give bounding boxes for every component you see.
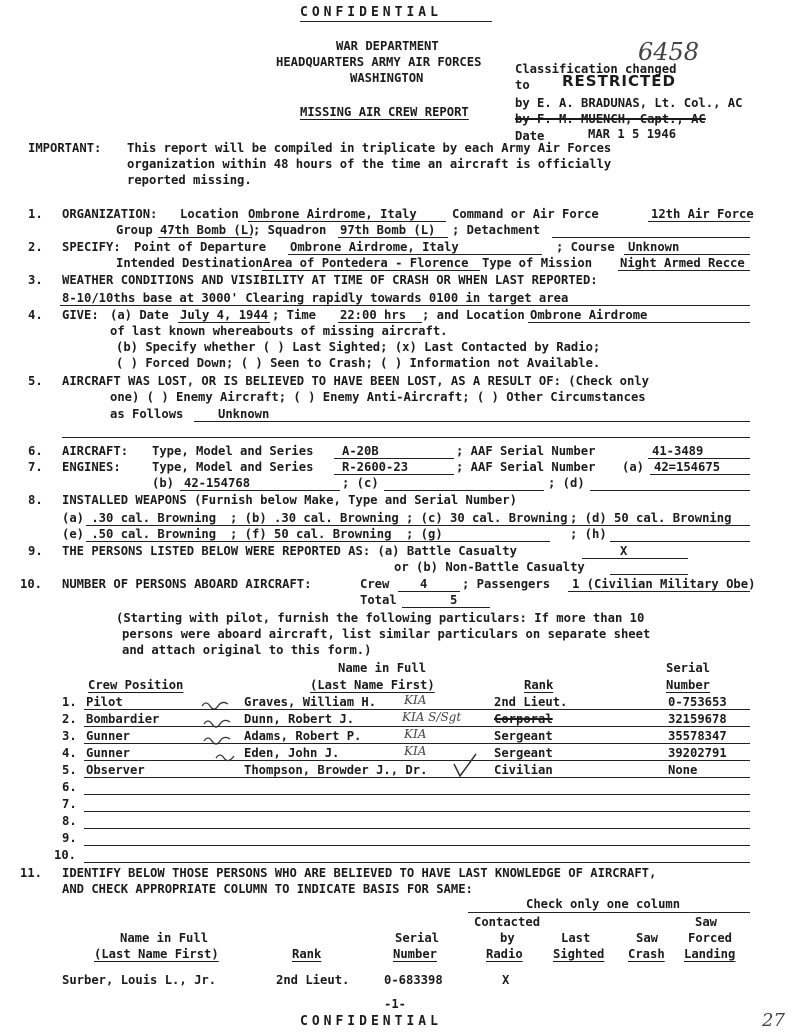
engines-b-value: 42-154768 — [184, 476, 251, 490]
mission-value: Night Armed Recce — [620, 256, 745, 270]
crew-name-header-2: (Last Name First) — [310, 678, 435, 692]
crew-row-number: 4. — [62, 746, 77, 760]
give-line-2: of last known whereabouts of missing aircraft. — [110, 324, 448, 338]
identify-line-1: IDENTIFY BELOW THOSE PERSONS WHO ARE BELIEVED TO HAVE LAST KNOWLEDGE OF AIRCRAFT, — [62, 866, 657, 880]
lost-follows-line — [194, 421, 750, 422]
org-squadron-value: 97th Bomb (L) — [340, 223, 436, 237]
crew-row-number: 9. — [62, 831, 77, 845]
passengers-value: 1 (Civilian Military Obe) — [572, 577, 756, 591]
identify-name-header-1: Name in Full — [120, 931, 209, 945]
weather-value: 8-10/10ths base at 3000' Clearing rapidly towards 0100 in target area — [62, 291, 569, 305]
identify-rank-header: Rank — [292, 947, 322, 961]
reclass-date-stamp: MAR 1 5 1946 — [588, 127, 677, 141]
give-location-line — [528, 322, 750, 323]
dept-line-3: WASHINGTON — [350, 71, 424, 85]
crew-row-number: 7. — [62, 797, 77, 811]
saw-header-2: Crash — [628, 947, 665, 961]
restricted-stamp: RESTRICTED — [562, 72, 676, 90]
crew-value: 4 — [420, 577, 428, 591]
crew-position: Bombardier — [86, 712, 160, 726]
weapons-line-1 — [86, 525, 750, 526]
reclass-line-1: Classification changed — [515, 62, 677, 76]
identify-radio-mark: X — [502, 973, 510, 987]
weapon-c: ; (c) 30 cal. Browning — [406, 511, 568, 525]
org-command-value: 12th Air Force — [651, 207, 754, 221]
aircraft-type-line — [334, 458, 454, 459]
aircraft-serial-line — [648, 458, 750, 459]
crew-line — [398, 591, 460, 592]
engines-c-line — [384, 490, 544, 491]
last-header-1: Last — [561, 931, 591, 945]
battle-casualty-line — [582, 558, 688, 559]
crew-position-header: Crew Position — [88, 678, 184, 692]
specify-label: SPECIFY: — [62, 240, 121, 254]
item-number-2: 2. — [28, 240, 43, 254]
destination-label: Intended Destination — [116, 256, 263, 270]
identify-serial-header-2: Number — [393, 947, 438, 961]
persons-line-2: or (b) Non-Battle Casualty — [394, 560, 585, 574]
reclass-to: to — [515, 78, 530, 92]
give-date-line — [178, 322, 270, 323]
crew-name: Graves, William H. — [244, 695, 377, 709]
crew-row-line — [84, 862, 750, 863]
aircraft-type-label: Type, Model and Series — [152, 444, 314, 458]
crew-row-number: 5. — [62, 763, 77, 777]
crew-position: Gunner — [86, 746, 131, 760]
page-number: -1- — [384, 997, 407, 1011]
item-number-8: 8. — [28, 493, 43, 507]
crew-row-line — [84, 760, 750, 761]
crew-row-number: 10. — [54, 848, 77, 862]
dept-line-1: WAR DEPARTMENT — [336, 39, 439, 53]
forced-header-1: Saw — [695, 915, 718, 929]
mission-line — [618, 270, 750, 271]
crew-rank: Civilian — [494, 763, 553, 777]
crew-row-line — [84, 794, 750, 795]
org-location-label: Location — [180, 207, 239, 221]
crew-row-line — [84, 828, 750, 829]
crew-name-header-1: Name in Full — [338, 661, 427, 675]
reclass-date-label: Date — [515, 129, 545, 143]
engines-a-value: 42=154675 — [654, 460, 721, 474]
weapon-e: (e) .50 cal. Browning — [62, 527, 217, 541]
org-location-line — [248, 221, 446, 222]
passengers-line — [568, 591, 750, 592]
aircraft-label: AIRCRAFT: — [62, 444, 129, 458]
forced-header-2: Forced — [688, 931, 733, 945]
weapons-line-2 — [86, 541, 550, 542]
item-number-6: 6. — [28, 444, 43, 458]
give-line-4: ( ) Forced Down; ( ) Seen to Crash; ( ) Information not Available. — [116, 356, 601, 370]
course-value: Unknown — [628, 240, 680, 254]
important-line-2: organization within 48 hours of the time an aircraft is officially — [127, 157, 612, 171]
give-location-value: Ombrone Airdrome — [530, 308, 648, 322]
lost-line-1: AIRCRAFT WAS LOST, OR IS BELIEVED TO HAVE BEEN LOST, AS A RESULT OF: (Check only — [62, 374, 649, 388]
important-label: IMPORTANT: — [28, 141, 102, 155]
crew-row-line — [84, 845, 750, 846]
crew-label: Crew — [360, 577, 390, 591]
total-value: 5 — [450, 593, 458, 607]
org-command-label: Command or Air Force — [452, 207, 599, 221]
aircraft-serial-value: 41-3489 — [652, 444, 704, 458]
crew-row-number: 6. — [62, 780, 77, 794]
engines-d-line — [590, 490, 750, 491]
aboard-instr-2: persons were aboard aircraft, list similar particulars on separate sheet — [122, 627, 651, 641]
engines-serial-label: ; AAF Serial Number — [456, 460, 596, 474]
handwritten-note: KIA — [404, 693, 427, 707]
give-time-value: 22:00 hrs — [340, 308, 407, 322]
reclass-line-3: by E. A. BRADUNAS, Lt. Col., AC — [515, 96, 743, 110]
identify-line-2: AND CHECK APPROPRIATE COLUMN TO INDICATE BASIS FOR SAME: — [62, 882, 473, 896]
crew-rank: Sergeant — [494, 729, 553, 743]
engines-b-label: (b) — [152, 476, 175, 490]
document-number: 6458 — [638, 38, 700, 66]
crew-serial: 0-753653 — [668, 695, 727, 709]
crew-row-number: 3. — [62, 729, 77, 743]
important-line-3: reported missing. — [127, 173, 252, 187]
identify-rank: 2nd Lieut. — [276, 973, 350, 987]
weapons-line-3 — [610, 541, 750, 542]
item-number-1: 1. — [28, 207, 43, 221]
crew-rank: 2nd Lieut. — [494, 695, 568, 709]
lost-follows-value: Unknown — [218, 407, 270, 421]
weapon-h: ; (h) — [570, 527, 607, 541]
org-detachment-label: ; Detachment — [452, 223, 541, 237]
engines-type-value: R-2600-23 — [342, 460, 409, 474]
item-number-11: 11. — [20, 866, 43, 880]
identify-name: Surber, Louis L., Jr. — [62, 973, 217, 987]
lost-extra-line — [62, 437, 750, 438]
mission-label: Type of Mission — [482, 256, 593, 270]
weather-line — [60, 305, 750, 306]
identify-serial-header-1: Serial — [395, 931, 440, 945]
course-label: ; Course — [556, 240, 615, 254]
org-location-value: Ombrone Airdrome, Italy — [248, 207, 417, 221]
crew-row-line — [84, 811, 750, 812]
crew-name: Dunn, Robert J. — [244, 712, 355, 726]
weapon-b: ; (b) .30 cal. Browning — [230, 511, 399, 525]
departure-value: Ombrone Airdrome, Italy — [290, 240, 459, 254]
crew-name: Eden, John J. — [244, 746, 340, 760]
crew-position: Gunner — [86, 729, 131, 743]
aboard-label: NUMBER OF PERSONS ABOARD AIRCRAFT: — [62, 577, 312, 591]
org-squadron-line — [338, 237, 448, 238]
weapons-label: INSTALLED WEAPONS (Furnish below Make, Type and Serial Number) — [62, 493, 517, 507]
crew-row-number: 1. — [62, 695, 77, 709]
departure-line — [288, 254, 542, 255]
crew-serial: 32159678 — [668, 712, 727, 726]
org-label: ORGANIZATION: — [62, 207, 158, 221]
top-classification: CONFIDENTIAL — [300, 5, 442, 20]
crew-position: Observer — [86, 763, 145, 777]
crew-rank: Sergeant — [494, 746, 553, 760]
top-classification-underline — [300, 21, 492, 22]
lost-follows-label: as Follows — [110, 407, 184, 421]
course-line — [624, 254, 750, 255]
departure-label: Point of Departure — [134, 240, 267, 254]
item-number-5: 5. — [28, 374, 43, 388]
report-title: MISSING AIR CREW REPORT — [300, 105, 469, 119]
item-number-10: 10. — [20, 577, 43, 591]
give-time-label: ; Time — [272, 308, 317, 322]
dept-line-2: HEADQUARTERS ARMY AIR FORCES — [276, 55, 482, 69]
checkmark-icon — [450, 752, 480, 780]
engines-b-line — [180, 490, 340, 491]
org-detachment-line — [552, 237, 750, 238]
engines-c-label: ; (c) — [342, 476, 379, 490]
reclass-line-4: by F. M. MUENCH, Capt., AC — [515, 112, 706, 126]
item-number-9: 9. — [28, 544, 43, 558]
passengers-label: ; Passengers — [462, 577, 551, 591]
last-header-2: Sighted — [553, 947, 605, 961]
item-number-4: 4. — [28, 308, 43, 322]
crew-row-number: 8. — [62, 814, 77, 828]
weapon-d: ; (d) 50 cal. Browning — [570, 511, 732, 525]
crew-serial: 39202791 — [668, 746, 727, 760]
weapon-g: ; (g) — [406, 527, 443, 541]
crew-serial-header-2: Number — [666, 678, 711, 692]
give-location-label: ; and Location — [422, 308, 525, 322]
engines-type-line — [334, 474, 454, 475]
crew-row-line — [84, 777, 750, 778]
give-date-value: July 4, 1944 — [180, 308, 269, 322]
handwritten-note: KIA S/Sgt — [402, 710, 462, 724]
org-command-line — [648, 221, 750, 222]
crew-rank-header: Rank — [524, 678, 554, 692]
weather-label: WEATHER CONDITIONS AND VISIBILITY AT TIME OF CRASH OR WHEN LAST REPORTED: — [62, 273, 598, 287]
engines-a-label: (a) — [622, 460, 645, 474]
checkmark-icon — [196, 694, 246, 774]
engines-d-label: ; (d) — [548, 476, 585, 490]
contacted-header-1: Contacted — [474, 915, 541, 929]
crew-rank: Corporal — [494, 712, 553, 726]
check-column-line — [468, 912, 750, 913]
crew-position: Pilot — [86, 695, 123, 709]
saw-header-1: Saw — [636, 931, 659, 945]
identify-serial: 0-683398 — [384, 973, 443, 987]
important-line-1: This report will be compiled in triplicate by each Army Air Forces — [127, 141, 612, 155]
crew-serial: 35578347 — [668, 729, 727, 743]
destination-line — [262, 270, 480, 271]
give-line-3: (b) Specify whether ( ) Last Sighted; (x) Last Contacted by Radio; — [116, 340, 601, 354]
aboard-instr-3: and attach original to this form.) — [122, 643, 372, 657]
give-date-label: (a) Date — [110, 308, 169, 322]
contacted-header-3: Radio — [486, 947, 523, 961]
org-group-value: 47th Bomb (L) — [160, 223, 256, 237]
handwritten-note: KIA — [404, 744, 427, 758]
total-line — [402, 607, 490, 608]
aircraft-serial-label: ; AAF Serial Number — [456, 444, 596, 458]
item-number-7: 7. — [28, 460, 43, 474]
non-battle-line — [610, 574, 688, 575]
crew-name: Thompson, Browder J., Dr. — [244, 763, 428, 777]
handwritten-note: KIA — [404, 727, 427, 741]
org-group-line — [158, 237, 252, 238]
identify-name-header-2: (Last Name First) — [94, 947, 219, 961]
engines-type-label: Type, Model and Series — [152, 460, 314, 474]
bottom-classification: CONFIDENTIAL — [300, 1014, 442, 1029]
crew-name: Adams, Robert P. — [244, 729, 362, 743]
aircraft-type-value: A-20B — [342, 444, 379, 458]
weapon-f: ; (f) 50 cal. Browning — [230, 527, 392, 541]
total-label: Total — [360, 593, 397, 607]
org-group-label: Group — [116, 223, 153, 237]
persons-line-1: THE PERSONS LISTED BELOW WERE REPORTED AS: (a) Battle Casualty — [62, 544, 517, 558]
engines-label: ENGINES: — [62, 460, 121, 474]
aboard-instr-1: (Starting with pilot, furnish the following particulars: If more than 10 — [116, 611, 645, 625]
check-column-header: Check only one column — [526, 897, 681, 911]
crew-serial-header-1: Serial — [666, 661, 711, 675]
weapon-a: (a) .30 cal. Browning — [62, 511, 217, 525]
engines-a-line — [650, 474, 750, 475]
destination-value: Area of Pontedera - Florence — [263, 256, 469, 270]
item-number-3: 3. — [28, 273, 43, 287]
corner-page-number: 27 — [762, 1010, 785, 1031]
forced-header-3: Landing — [684, 947, 736, 961]
crew-serial: None — [668, 763, 698, 777]
org-squadron-label: ; Squadron — [253, 223, 327, 237]
give-label: GIVE: — [62, 308, 99, 322]
lost-line-2: one) ( ) Enemy Aircraft; ( ) Enemy Anti-Aircraft; ( ) Other Circumstances — [110, 390, 646, 404]
give-time-line — [338, 322, 422, 323]
contacted-header-2: by — [500, 931, 515, 945]
crew-row-number: 2. — [62, 712, 77, 726]
battle-casualty-mark: X — [620, 544, 628, 558]
